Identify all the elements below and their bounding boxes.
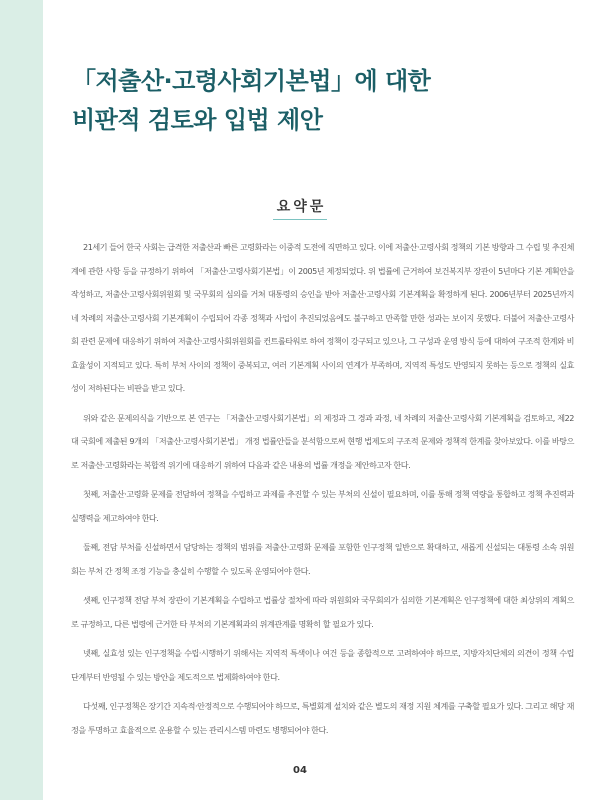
summary-paragraph-4: 둘째, 전담 부처를 신설하면서 담당하는 정책의 범위를 저출산·고령화 문제를 포함한 인구정책 일반으로 확대하고, 새롭게 신설되는 대통령 소속 위원회는 부처 간 정책 조정 기능을 충실히 수행할 수 있도록 운영되어야 한다. [71, 542, 574, 576]
summary-paragraph-5: 셋째, 인구정책 전담 부처 장관이 기본계획을 수립하고 법률상 절차에 따라 위원회와 국무회의가 심의한 기본계획은 인구정책에 대한 최상위의 계획으로 규정하고, 다른 법령에 근거한 타 부처의 기본계획과의 위계관계를 명확히 할 필요가 있다. [71, 595, 574, 629]
document-title [72, 62, 552, 140]
side-color-band [0, 0, 43, 800]
summary-paragraph-2: 위와 같은 문제의식을 기반으로 본 연구는 「저출산·고령사회기본법」의 제정과 그 경과 과정, 네 차례의 저출산·고령사회 기본계획을 검토하고, 제22대 국회에 제출된 9개의 「저출산·고령사회기본법」 개정 법률안들을 분석함으로써 현행 법제도의 구조적 문제와 정책적 한계를 찾아보았다. 이를 바탕으로 저출산·고령화라는 복합적 위기에 대응하기 위하여 다음과 같은 내용의 법률 개정을 제안하고자 한다. [71, 412, 574, 470]
summary-paragraph-1: 21세기 들어 한국 사회는 급격한 저출산과 빠른 고령화라는 이중적 도전에 직면하고 있다. 이에 저출산·고령사회 정책의 기본 방향과 그 수립 및 추진체계에 관한 사항 등을 규정하기 위하여 「저출산·고령사회기본법」이 2005년 제정되었다. 위 법률에 근거하여 보건복지부 장관이 5년마다 기본 계획안을 작성하고, 저출산·고령사회위원회 및 국무회의 심의를 거쳐 대통령의 승인을 받아 저출산·고령사회 기본계획을 확정하게 된다. 2006년부터 2025년까지 네 차례의 저출산·고령사회 기본계획이 수립되어 각종 정책과 사업이 추진되었음에도 불구하고 만족할 만한 성과는 보이지 못했다. 더불어 저출산·고령사회 관련 문제에 대응하기 위하여 저출산·고령사회위원회를 컨트롤타워로 하여 정책이 강구되고 있으나, 그 구성과 운영 방식 등에 대하여 구조적 한계와 비효율성이 지적되고 있다. 특히 부처 사이의 정책이 중복되고, 여러 기본계획 사이의 연계가 부족하며, 지역적 특성도 반영되지 못하는 등으로 정책의 실효성이 저하된다는 비판을 받고 있다. [71, 242, 574, 393]
title-line-1: 「저출산·고령사회기본법」에 대한 [72, 67, 431, 95]
page-number: 04 [293, 765, 307, 776]
summary-paragraph-6: 넷째, 실효성 있는 인구정책을 수립·시행하기 위해서는 지역적 특색이나 여건 등을 종합적으로 고려하여야 하므로, 지방자치단체의 의견이 정책 수립 단계부터 반영될 수 있는 방안을 제도적으로 법제화하여야 한다. [71, 648, 574, 682]
summary-paragraph-3: 첫째, 저출산·고령화 문제를 전담하여 정책을 수립하고 과제를 추진할 수 있는 부처의 신설이 필요하며, 이를 통해 정책 역량을 통합하고 정책 추진력과 실행력을 제고하여야 한다. [71, 489, 574, 523]
summary-body [71, 236, 574, 748]
summary-paragraph-7: 다섯째, 인구정책은 장기간 지속적·안정적으로 수행되어야 하므로, 특별회계 설치와 같은 별도의 재정 지원 체계를 구축할 필요가 있다. 그리고 해당 재정을 투명하고 효율적으로 운용할 수 있는 관리시스템 마련도 병행되어야 한다. [71, 701, 574, 735]
summary-heading [0, 196, 600, 220]
summary-heading-label: 요약문 [273, 196, 328, 220]
title-line-2: 비판적 검토와 입법 제안 [72, 106, 323, 134]
